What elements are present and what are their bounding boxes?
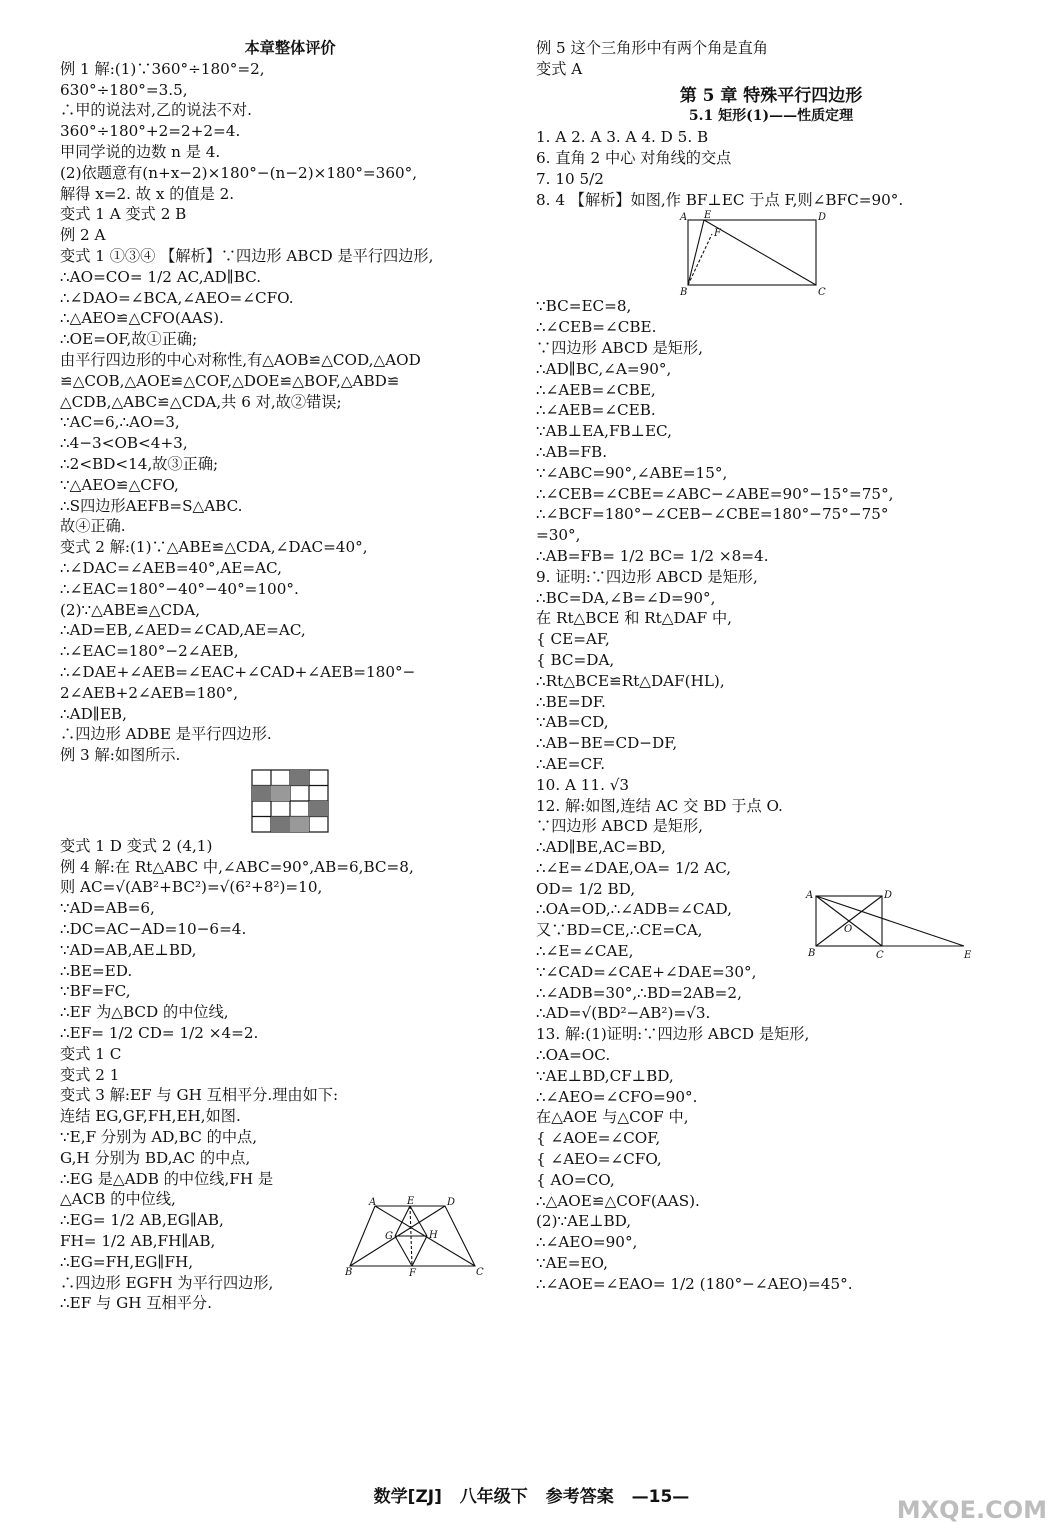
answer-line: ∴△AOE≌△COF(AAS). [536, 1191, 700, 1210]
rect12-label: B [808, 948, 816, 959]
answer-line: OD= 1/2 BD, [536, 879, 636, 898]
answer-line: ∴OA=OC. [536, 1046, 611, 1065]
trap-label: A [369, 1197, 377, 1208]
answer-line: { ∠AOE=∠COF, [536, 1129, 661, 1148]
answer-line: 甲同学说的边数 n 是 4. [60, 142, 221, 161]
answer-line: ∵E,F 分别为 AD,BC 的中点, [60, 1128, 258, 1147]
answer-line: 在△AOE 与△COF 中, [536, 1108, 689, 1127]
answer-line: { AO=CO, [536, 1170, 615, 1189]
right-column [536, 38, 1006, 1295]
answer-line: ∵AC=6,∴AO=3, [60, 413, 180, 432]
answer-line: 变式 1 A 变式 2 B [60, 205, 187, 224]
answer-line: ∴∠DAO=∠BCA,∠AEO=∠CFO. [60, 288, 294, 307]
answer-line: (2)∵AE⊥BD, [536, 1212, 632, 1231]
answer-line: 例 1 解:(1)∵360°÷180°=2, [60, 59, 265, 78]
answer-line: { CE=AF, [536, 630, 610, 649]
right-lines-2 [536, 296, 1006, 1294]
watermark-logo [897, 1496, 1047, 1524]
answer-line: ∵AB⊥EA,FB⊥EC, [536, 422, 672, 441]
answer-line: 360°÷180°+2=2+2=4. [60, 122, 241, 141]
answer-line: ∴EG 是△ADB 的中位线,FH 是 [60, 1169, 274, 1188]
answer-line: ∴AD∥BE,AC=BD, [536, 838, 666, 857]
answer-line: ∵AD=AB,AE⊥BD, [60, 940, 197, 959]
trap-label: H [429, 1230, 438, 1241]
answer-line: ∴∠DAE+∠AEB=∠EAC+∠CAD+∠AEB=180°− [60, 662, 416, 681]
answer-line: ∴AB=FB. [536, 442, 608, 461]
answer-line: 12. 解:如图,连结 AC 交 BD 于点 O. [536, 796, 783, 815]
answer-line: ∴EG= 1/2 AB,EG∥AB, [60, 1211, 224, 1230]
answer-line: 13. 解:(1)证明:∵四边形 ABCD 是矩形, [536, 1025, 810, 1044]
section-title: 5.1 矩形(1)——性质定理 [688, 108, 854, 125]
rect8-label: A [680, 212, 688, 224]
answer-line: 9. 证明:∵四边形 ABCD 是矩形, [536, 567, 758, 586]
answer-line: ∴AB−BE=CD−DF, [536, 734, 678, 753]
answer-line: 变式 2 1 [60, 1065, 120, 1084]
answer-line: ∴∠EAC=180°−2∠AEB, [60, 642, 239, 661]
answer-line: { BC=DA, [536, 650, 615, 669]
rect12-label: O [844, 924, 853, 935]
answer-line: 变式 3 解:EF 与 GH 互相平分.理由如下: [60, 1086, 339, 1105]
answer-line: ∴∠AEO=∠CFO=90°. [536, 1087, 698, 1106]
answer-line: ∵AB=CD, [536, 713, 609, 732]
answer-line: 变式 2 解:(1)∵△ABE≌△CDA,∠DAC=40°, [60, 538, 368, 557]
answer-line: 在 Rt△BCE 和 Rt△DAF 中, [536, 609, 732, 628]
answer-line: ∴∠DAC=∠AEB=40°,AE=AC, [60, 558, 282, 577]
answer-line: 630°÷180°=3.5, [60, 80, 188, 99]
answer-line: △CDB,△ABC≌△CDA,共 6 对,故②错误; [60, 392, 342, 411]
answer-line: ≌△COB,△AOE≌△COF,△DOE≌△BOF,△ABD≌ [60, 371, 400, 390]
answer-line: ∴∠EAC=180°−40°−40°=100°. [60, 579, 299, 598]
answer-line: ∵AE⊥BD,CF⊥BD, [536, 1066, 674, 1085]
answer-line: 例 4 解:在 Rt△ABC 中,∠ABC=90°,AB=6,BC=8, [60, 857, 414, 876]
answer-line: ∴AO=CO= 1/2 AC,AD∥BC. [60, 267, 262, 286]
answer-line: ∴2<BD<14,故③正确; [60, 454, 219, 473]
answer-line: ∵四边形 ABCD 是矩形, [536, 817, 704, 836]
answer-line: ∴EF 为△BCD 的中位线, [60, 1003, 229, 1022]
footer-label: 参考答案 [545, 1487, 614, 1507]
watermark-text: MXQE.COM [896, 1496, 1047, 1524]
answer-line: 故④正确. [60, 517, 126, 536]
answer-line: =30°, [536, 526, 581, 545]
answer-line: 6. 直角 2 中心 对角线的交点 [536, 148, 732, 167]
right-lines-top [536, 38, 1006, 80]
answer-line: ∴AD∥EB, [60, 704, 127, 723]
answer-line: ∴OA=OD,∴∠ADB=∠CAD, [536, 900, 732, 919]
answer-line: ∴∠AEO=90°, [536, 1233, 638, 1252]
answer-line: 7. 10 5/2 [536, 169, 604, 188]
answer-line: ∵△AEO≌△CFO, [60, 475, 179, 494]
answer-line: ∵AD=AB=6, [60, 899, 155, 918]
trap-label: F [409, 1268, 416, 1276]
answer-line: { ∠AEO=∠CFO, [536, 1150, 662, 1169]
rect8-label: B [680, 287, 688, 297]
answer-line: (2)依题意有(n+x−2)×180°−(n−2)×180°=360°, [60, 163, 418, 182]
left-lines [60, 59, 520, 766]
rect12-label: E [964, 950, 972, 960]
answer-line: 变式 1 C [60, 1044, 122, 1063]
footer-grade: 八年级下 [459, 1487, 528, 1507]
answer-line: 变式 1 D 变式 2 (4,1) [60, 836, 213, 855]
trap-label: E [407, 1196, 415, 1207]
answer-line: ∵BC=EC=8, [536, 297, 632, 316]
answer-line: ∴∠E=∠DAE,OA= 1/2 AC, [536, 858, 732, 877]
trap-label: D [447, 1197, 456, 1208]
rect12-label: C [876, 950, 884, 960]
answer-line: ∴BE=DF. [536, 692, 606, 711]
answer-line: ∴EF= 1/2 CD= 1/2 ×4=2. [60, 1024, 259, 1043]
answer-line: ∴AE=CF. [536, 754, 606, 773]
answer-line: ∴∠AEB=∠CEB. [536, 401, 656, 420]
rect12-label: A [806, 890, 814, 901]
answer-line: ∴BE=ED. [60, 961, 133, 980]
answer-line: ∴∠AEB=∠CBE, [536, 380, 656, 399]
answer-line: ∴∠ADB=30°,∴BD=2AB=2, [536, 983, 742, 1002]
rectangle-figure-12 [804, 890, 974, 960]
rect8-label: E [704, 210, 712, 222]
grid-figure [250, 768, 330, 834]
answer-line: G,H 分别为 BD,AC 的中点, [60, 1148, 251, 1167]
answer-line: ∴AD=√(BD²−AB²)=√3. [536, 1004, 711, 1023]
answer-line: 由平行四边形的中心对称性,有△AOB≌△COD,△AOD [60, 350, 421, 369]
answer-line: ∴∠CEB=∠CBE. [536, 318, 657, 337]
answer-line: 8. 4 【解析】如图,作 BF⊥EC 于点 F,则∠BFC=90°. [536, 190, 904, 209]
answer-line: ∵∠CAD=∠CAE+∠DAE=30°, [536, 962, 757, 981]
left-section-title: 本章整体评价 [244, 39, 336, 57]
answer-line: ∴∠AOE=∠EAO= 1/2 (180°−∠AEO)=45°. [536, 1274, 853, 1293]
answer-line: ∴BC=DA,∠B=∠D=90°, [536, 588, 716, 607]
answer-line: ∴四边形 ADBE 是平行四边形. [60, 725, 272, 744]
answer-line: ∵四边形 ABCD 是矩形, [536, 338, 704, 357]
answer-line: 连结 EG,GF,FH,EH,如图. [60, 1107, 241, 1126]
answer-line: 则 AC=√(AB²+BC²)=√(6²+8²)=10, [60, 878, 323, 897]
page-number: —15— [631, 1487, 690, 1507]
answer-line: 2∠AEB+2∠AEB=180°, [60, 683, 239, 702]
chapter-title: 第 5 章 特殊平行四边形 [679, 85, 863, 106]
rect8-label: C [818, 287, 826, 297]
trap-label: C [476, 1267, 484, 1276]
answer-line: 10. A 11. √3 [536, 775, 630, 794]
answer-line: ∴OE=OF,故①正确; [60, 330, 198, 349]
answer-line: 又∵BD=CE,∴CE=CA, [536, 921, 703, 940]
answer-line: FH= 1/2 AB,FH∥AB, [60, 1232, 216, 1251]
rect12-label: D [884, 890, 893, 901]
answer-line: 例 2 A [60, 226, 106, 245]
answer-line: (2)∵△ABE≌△CDA, [60, 600, 201, 619]
rect8-label: F [714, 228, 721, 240]
footer-subject: 数学[ZJ] [373, 1487, 442, 1507]
answer-line: ∴∠E=∠CAE, [536, 942, 634, 961]
answer-line: ∴Rt△BCE≌Rt△DAF(HL), [536, 671, 725, 690]
answer-line: ∴∠CEB=∠CBE=∠ABC−∠ABE=90°−15°=75°, [536, 484, 894, 503]
answer-line: 变式 1 ①③④ 【解析】∵四边形 ABCD 是平行四边形, [60, 246, 434, 265]
answer-line: ∴4−3<OB<4+3, [60, 434, 188, 453]
answer-line: ∴EF 与 GH 互相平分. [60, 1294, 212, 1313]
answer-line: 1. A 2. A 3. A 4. D 5. B [536, 128, 709, 147]
answer-line: 解得 x=2. 故 x 的值是 2. [60, 184, 235, 203]
trap-label: B [345, 1267, 353, 1276]
trapezoid-figure [345, 1196, 495, 1276]
answer-line: 例 5 这个三角形中有两个角是直角 [536, 39, 768, 57]
rect8-label: D [818, 212, 826, 224]
answer-line: ∵AE=EO, [536, 1254, 608, 1273]
answer-line: ∴四边形 EGFH 为平行四边形, [60, 1273, 274, 1292]
answer-line: ∴AD∥BC,∠A=90°, [536, 359, 672, 378]
answer-line: ∴△AEO≌△CFO(AAS). [60, 309, 224, 328]
left-column [60, 38, 520, 1314]
answer-line: 例 3 解:如图所示. [60, 746, 181, 765]
answer-line: △ACB 的中位线, [60, 1190, 176, 1209]
answer-line: ∴AB=FB= 1/2 BC= 1/2 ×8=4. [536, 546, 769, 565]
answer-line: ∴EG=FH,EG∥FH, [60, 1252, 194, 1271]
rectangle-figure-8 [676, 210, 826, 296]
answer-line: ∴DC=AC−AD=10−6=4. [60, 920, 247, 939]
answer-line: ∴∠BCF=180°−∠CEB−∠CBE=180°−75°−75° [536, 505, 889, 524]
answer-line: ∴甲的说法对,乙的说法不对. [60, 101, 252, 120]
trap-label: G [385, 1231, 393, 1242]
answer-line: 变式 A [536, 59, 583, 78]
answer-line: ∴AD=EB,∠AED=∠CAD,AE=AC, [60, 621, 306, 640]
answer-line: ∵BF=FC, [60, 982, 131, 1001]
answer-line: ∴S四边形AEFB=S△ABC. [60, 496, 243, 515]
right-lines [536, 127, 1006, 210]
answer-line: ∵∠ABC=90°,∠ABE=15°, [536, 463, 728, 482]
